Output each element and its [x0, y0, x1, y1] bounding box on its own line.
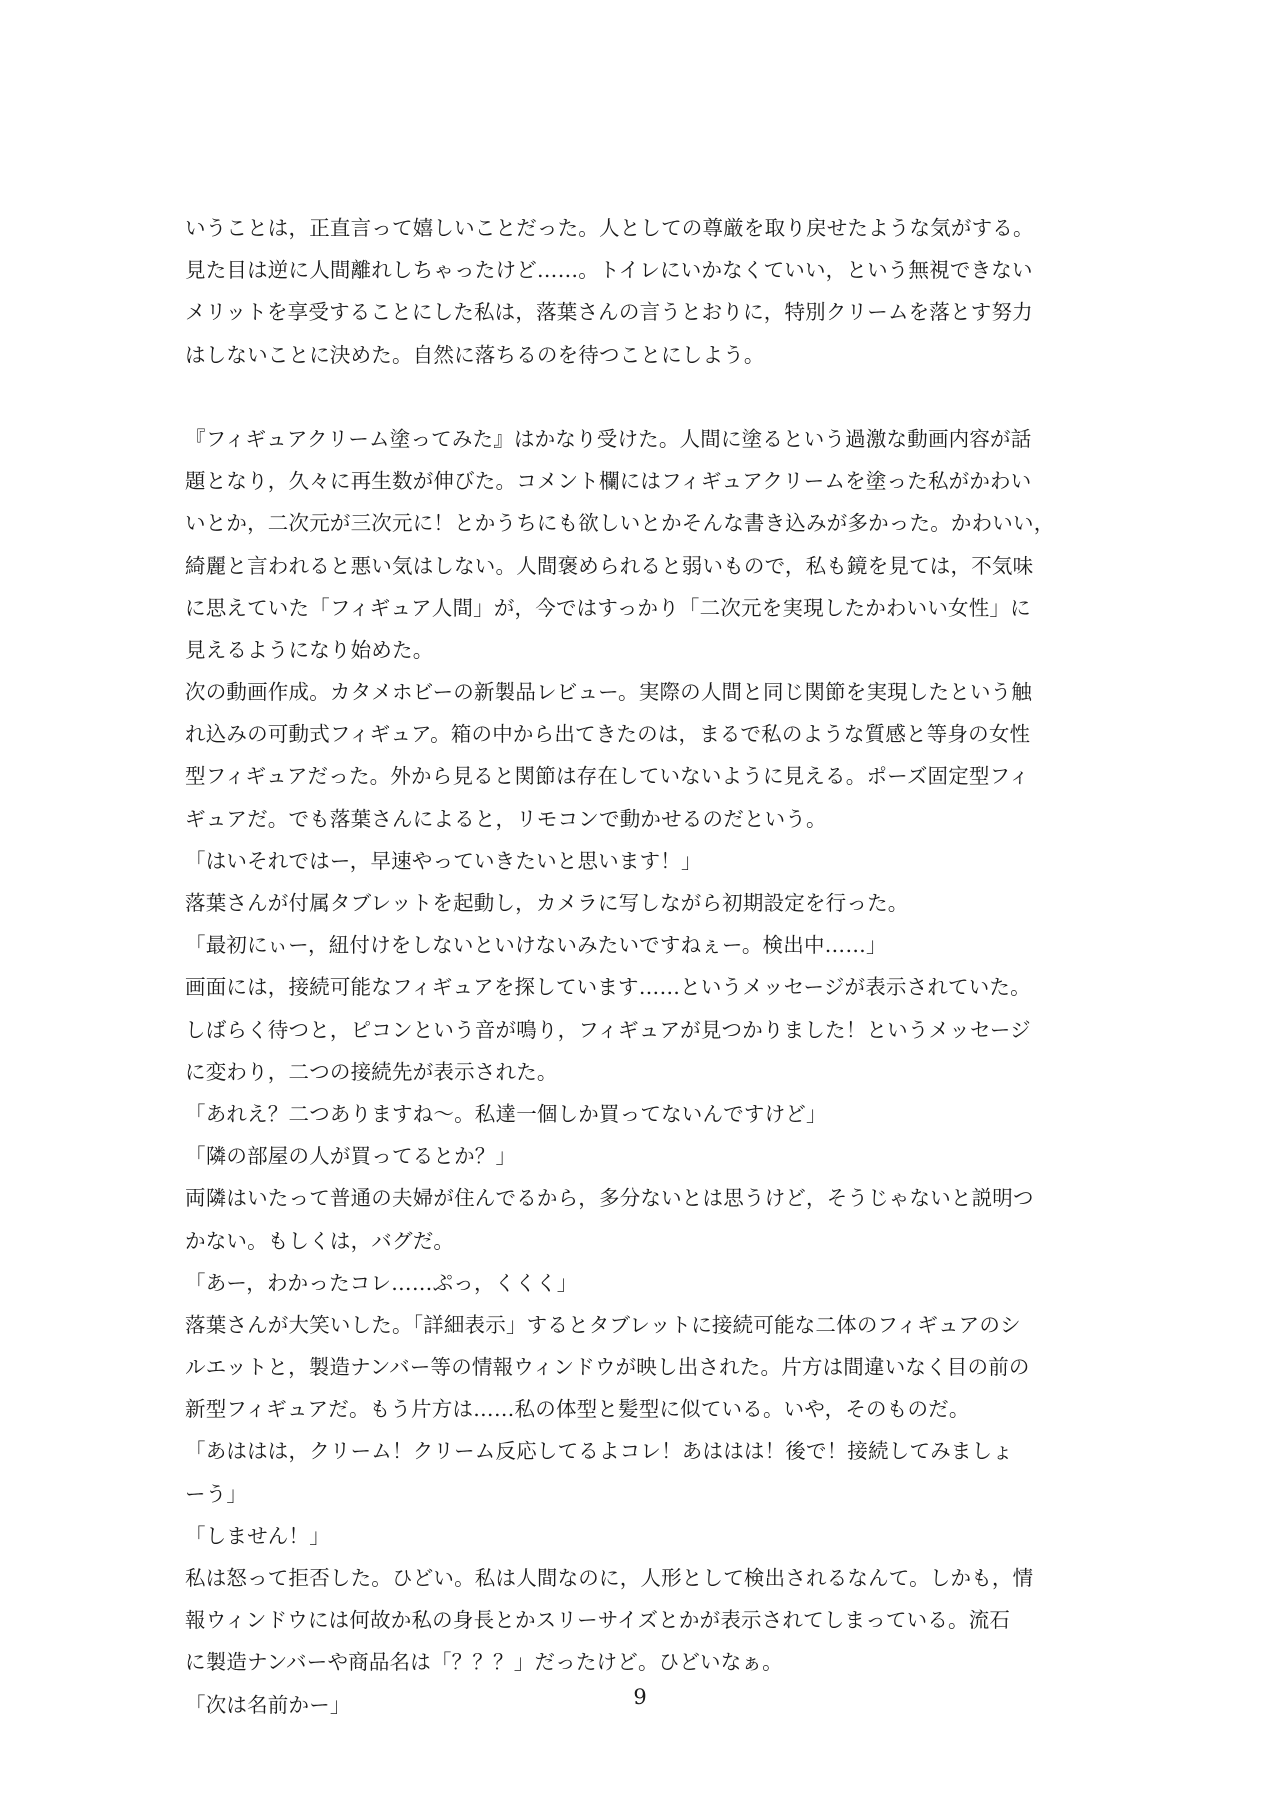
text-line: 私は怒って拒否した。ひどい。私は人間なのに，人形として検出されるなんて。しかも，情 — [185, 1566, 1034, 1590]
text-line: 「はいそれではー，早速やっていきたいと思います！」 — [185, 848, 702, 873]
text-line: に思えていた「フィギュア人間」が，今ではすっかり「二次元を実現したかわいい女性」に — [185, 595, 1031, 620]
page-number: 9 — [633, 1685, 647, 1709]
text-line: しばらく待つと，ピコンという音が鳴り，フィギュアが見つかりました！というメッセージ — [185, 1017, 1031, 1042]
paragraph-gap — [185, 376, 1100, 418]
text-line: 「最初にぃー，紐付けをしないといけないみたいですねぇー。検出中……」 — [185, 933, 887, 958]
text-line: ギュアだ。でも落葉さんによると，リモコンで動かせるのだという。 — [185, 806, 827, 831]
text-line: 「隣の部屋の人が買ってるとか？」 — [185, 1144, 517, 1169]
text-line: 落葉さんが付属タブレットを起動し，カメラに写しながら初期設定を行った。 — [185, 891, 909, 915]
text-line: 見た目は逆に人間離れしちゃったけど……。トイレにいかなくていい，という無視できない — [185, 258, 1033, 283]
text-line: 両隣はいたって普通の夫婦が住んでるから，多分ないとは思うけど，そうじゃないと説明つ — [185, 1186, 1034, 1211]
text-line: 『フィギュアクリーム塗ってみた』はかなり受けた。人間に塗るという過激な動画内容が話 — [185, 426, 1032, 451]
text-line: かない。もしくは，バグだ。 — [185, 1228, 455, 1253]
text-line: 綺麗と言われると悪い気はしない。人間褒められると弱いもので，私も鏡を見ては，不気味 — [185, 553, 1034, 578]
text-line: 題となり，久々に再生数が伸びた。コメント欄にはフィギュアクリームを塗った私がかわい — [185, 469, 1032, 494]
text-line: れ込みの可動式フィギュア。箱の中から出てきたのは，まるで私のような質感と等身の女性 — [185, 722, 1031, 747]
text-line: に製造ナンバーや商品名は「？？？」だったけど。ひどいなぁ。 — [185, 1650, 783, 1675]
text-line: ーう」 — [185, 1481, 248, 1506]
text-line: 報ウィンドウには何故か私の身長とかスリーサイズとかが表示されてしまっている。流石 — [185, 1608, 1011, 1633]
text-line: 型フィギュアだった。外から見ると関節は存在していないように見える。ポーズ固定型フィ — [185, 764, 1030, 789]
text-line: 「次は名前かー」 — [185, 1692, 351, 1717]
text-line: いとか，二次元が三次元に！とかうちにも欲しいとかそんな書き込みが多かった。かわいい， — [185, 511, 1055, 536]
body-text — [185, 207, 1100, 1726]
text-line: 見えるようになり始めた。 — [185, 637, 434, 662]
text-line: 画面には，接続可能なフィギュアを探しています……というメッセージが表示されていた。 — [185, 975, 1031, 1000]
text-line: 次の動画作成。カタメホビーの新製品レビュー。実際の人間と同じ関節を実現したという触 — [185, 680, 1033, 705]
text-line: 落葉さんが大笑いした。「詳細表示」するとタブレットに接続可能な二体のフィギュアのシ — [185, 1312, 1021, 1337]
text-line: 「あー，わかったコレ……ぷっ，くくく」 — [185, 1270, 578, 1295]
text-line: メリットを享受することにした私は，落葉さんの言うとおりに，特別クリームを落とす努力 — [185, 300, 1033, 325]
text-line: 「しません！」 — [185, 1523, 330, 1548]
text-line: 新型フィギュアだ。もう片方は……私の体型と髪型に似ている。いや，そのものだ。 — [185, 1397, 970, 1422]
text-line: はしないことに決めた。自然に落ちるのを待つことにしよう。 — [185, 342, 765, 367]
text-line: に変わり，二つの接続先が表示された。 — [185, 1059, 558, 1084]
text-line: 「あははは，クリーム！クリーム反応してるよコレ！あははは！後で！接続してみましょ — [185, 1439, 1013, 1464]
text-line: 「あれえ？二つありますね〜。私達一個しか買ってないんですけど」 — [185, 1101, 827, 1126]
text-line: ルエットと，製造ナンバー等の情報ウィンドウが映し出された。片方は間違いなく目の前の — [185, 1355, 1030, 1380]
text-line: いうことは，正直言って嬉しいことだった。人としての尊厳を取り戻せたような気がする。 — [185, 216, 1034, 240]
